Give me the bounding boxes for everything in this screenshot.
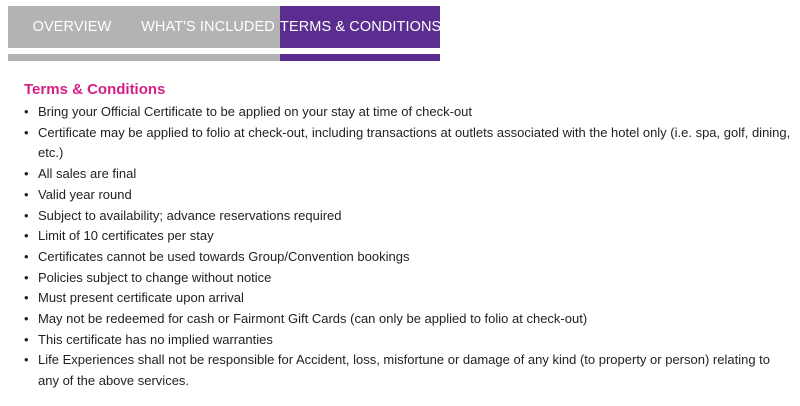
bullet-icon: • xyxy=(24,166,29,182)
tab-overview[interactable]: OVERVIEW xyxy=(8,6,136,48)
bullet-icon: • xyxy=(24,331,29,347)
tab-bar xyxy=(8,6,440,48)
list-item-text: Certificate may be applied to folio at check-out, including transactions at outlets associated with the hotel only (i.e. spa, golf, dining, etc.) xyxy=(38,124,791,161)
list-item-text: Subject to availability; advance reservations required xyxy=(38,207,342,223)
tab-underline-inactive xyxy=(8,54,280,61)
tab-underline-active xyxy=(280,54,440,61)
list-item xyxy=(24,288,794,309)
tab-whats-included[interactable]: WHAT'S INCLUDED xyxy=(136,6,280,48)
list-item-text: This certificate has no implied warranties xyxy=(38,331,273,347)
list-item-text: Policies subject to change without notice xyxy=(38,269,272,285)
bullet-icon: • xyxy=(24,104,29,119)
bullet-icon: • xyxy=(24,352,29,368)
list-item-text: Life Experiences shall not be responsible for Accident, loss, misfortune or damage of any kind (to property or person) relating to any of the above services. xyxy=(38,352,770,389)
bullet-icon: • xyxy=(24,207,29,223)
list-item xyxy=(24,226,794,247)
section-title: Terms & Conditions xyxy=(24,81,166,98)
list-item xyxy=(24,164,794,185)
bullet-icon: • xyxy=(24,228,29,244)
list-item-text: Limit of 10 certificates per stay xyxy=(38,228,214,244)
terms-panel xyxy=(24,80,794,392)
list-item-text: Valid year round xyxy=(38,186,132,202)
bullet-icon: • xyxy=(24,269,29,285)
list-item-text: Bring your Official Certificate to be applied on your stay at time of check-out xyxy=(38,104,473,119)
list-item xyxy=(24,330,794,351)
bullet-icon: • xyxy=(24,311,29,327)
list-item xyxy=(24,268,794,289)
list-item-text: All sales are final xyxy=(38,166,137,182)
tab-terms-conditions[interactable]: TERMS & CONDITIONS xyxy=(280,6,440,48)
bullet-icon: • xyxy=(24,124,29,140)
list-item-text: Certificates cannot be used towards Group/Convention bookings xyxy=(38,248,410,264)
tab-underline xyxy=(8,54,440,61)
list-item xyxy=(24,247,794,268)
list-item-text: May not be redeemed for cash or Fairmont Gift Cards (can only be applied to folio at check-out) xyxy=(38,311,588,327)
terms-list xyxy=(24,102,794,392)
bullet-icon: • xyxy=(24,290,29,306)
list-item xyxy=(24,102,794,123)
list-item-text: Must present certificate upon arrival xyxy=(38,290,244,306)
list-item xyxy=(24,206,794,227)
list-item xyxy=(24,123,794,164)
bullet-icon: • xyxy=(24,248,29,264)
list-item xyxy=(24,185,794,206)
list-item xyxy=(24,309,794,330)
bullet-icon: • xyxy=(24,186,29,202)
list-item xyxy=(24,350,794,391)
